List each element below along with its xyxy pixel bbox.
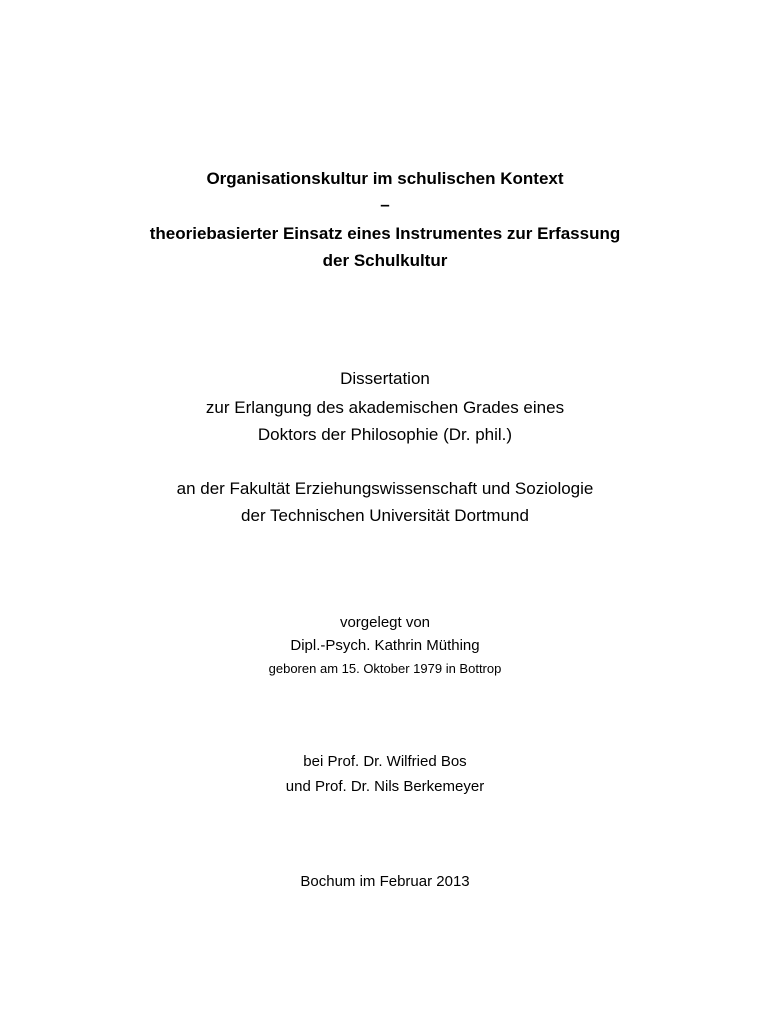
place-date: Bochum im Februar 2013 [300,873,470,890]
supervisor-line-2: und Prof. Dr. Nils Berkemeyer [285,778,485,795]
title-line-1: Organisationskultur im schulischen Kontext [206,169,564,188]
title-line-2: theoriebasierter Einsatz eines Instrumentes zur Erfassung [149,224,621,243]
author-birth: geboren am 15. Oktober 1979 in Bottrop [268,661,502,676]
dissertation-label: Dissertation [340,369,430,388]
title-dash: – [380,195,390,214]
dissertation-purpose-line-1: zur Erlangung des akademischen Grades eines [205,398,565,417]
author-intro: vorgelegt von [339,614,431,631]
supervisor-line-1: bei Prof. Dr. Wilfried Bos [303,753,467,770]
institution-line-1: an der Fakultät Erziehungswissenschaft und Soziologie [176,479,594,498]
dissertation-purpose-line-2: Doktors der Philosophie (Dr. phil.) [257,425,513,444]
author-name: Dipl.-Psych. Kathrin Müthing [290,637,480,654]
title-line-3: der Schulkultur [322,251,448,270]
institution-line-2: der Technischen Universität Dortmund [241,506,529,525]
